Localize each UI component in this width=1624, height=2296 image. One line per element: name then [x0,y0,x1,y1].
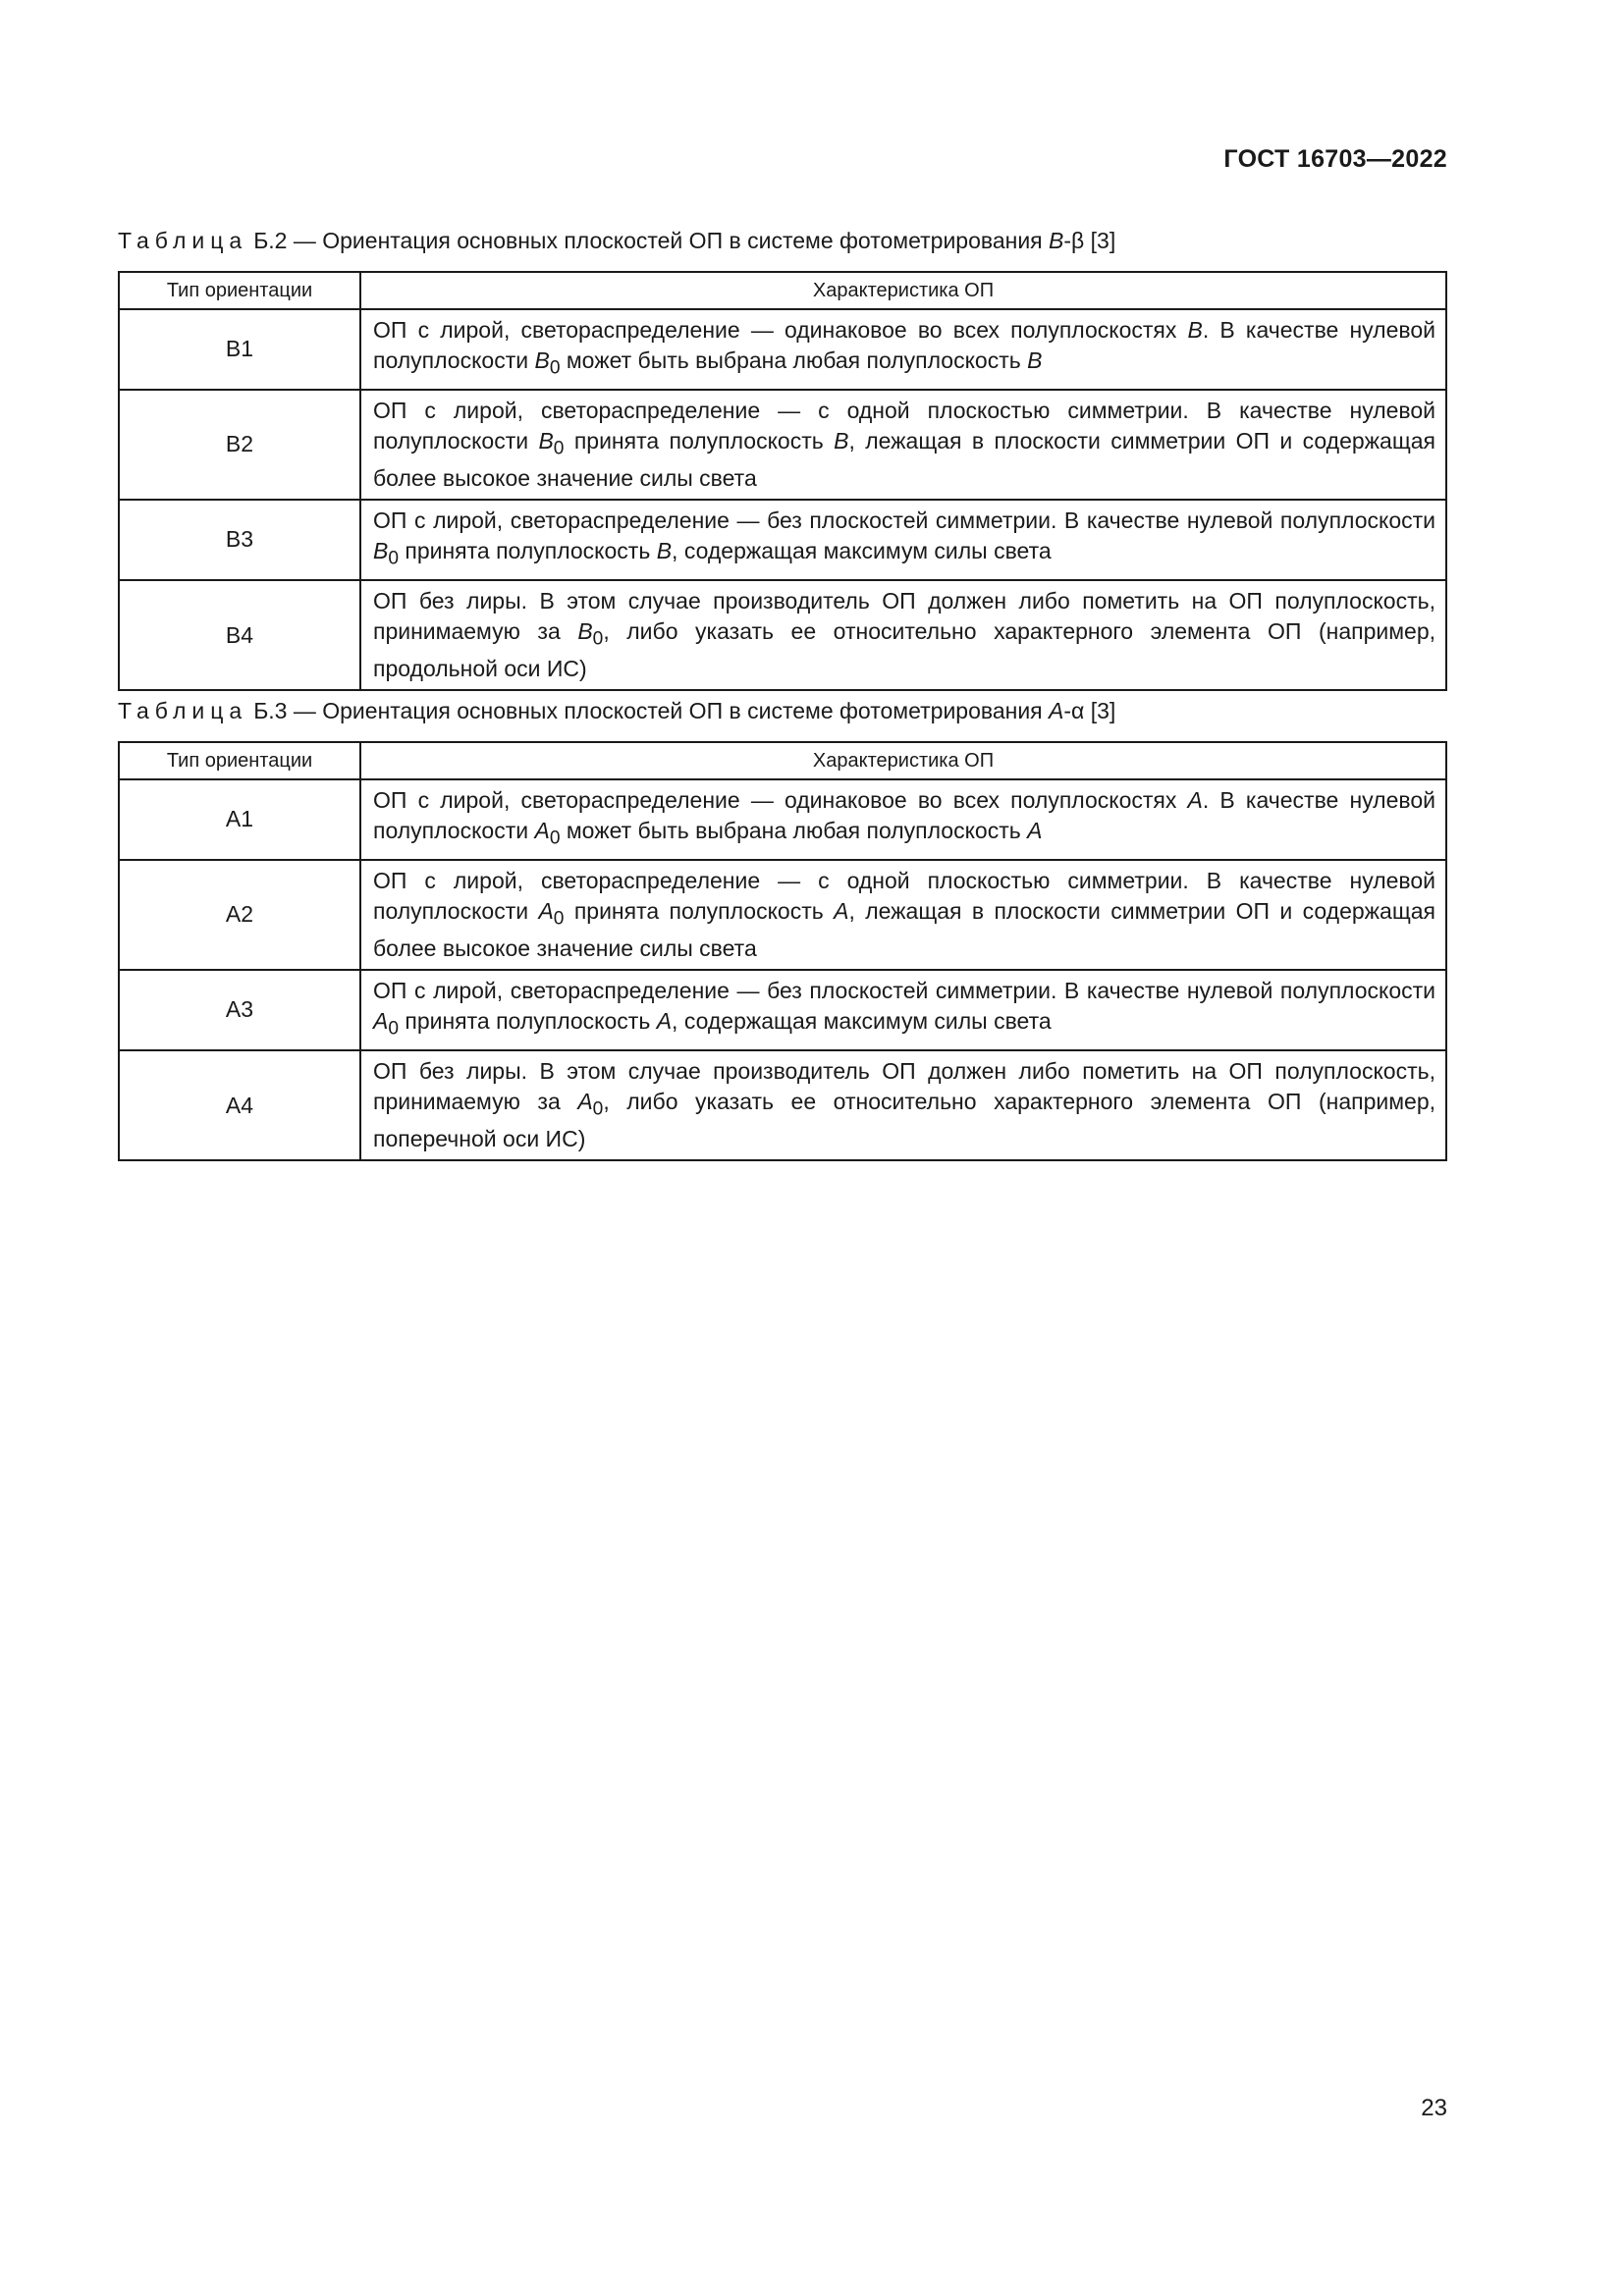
caption-number: Б.3 [253,698,288,723]
caption-text: — Ориентация основных плоскостей ОП в системе фотометрирования [287,698,1050,723]
caption-text: — Ориентация основных плоскостей ОП в системе фотометрирования [287,228,1050,253]
characteristic-cell: ОП с лирой, светораспределение — без плоскостей симметрии. В качестве нулевой полуплоскости $A_0$ принята полуплоскость A, содержащая максимум силы света [360,970,1446,1050]
table-row [119,580,1446,691]
table-row [119,1050,1446,1161]
characteristic-cell: ОП без лиры. В этом случае производитель ОП должен либо пометить на ОП полуплоскость, принимаемую за $A_0$, либо указать ее относительно характерного элемента ОП (например, поперечной оси ИС) [360,1050,1446,1161]
characteristic-cell: ОП без лиры. В этом случае производитель ОП должен либо пометить на ОП полуплоскость, принимаемую за $B_0$, либо указать ее относительно характерного элемента ОП (например, продольной оси ИС) [360,580,1446,691]
orientation-type-cell: B4 [119,580,360,691]
orientation-type-cell: B2 [119,390,360,501]
column-header-type: Тип ориентации [119,742,360,779]
table-row [119,390,1446,501]
characteristic-cell: ОП с лирой, светораспределение — с одной плоскостью симметрии. В качестве нулевой полуплоскости $A_0$ принята полуплоскость A, лежащая в плоскости симметрии ОП и содержащая более высокое значение силы света [360,860,1446,971]
caption-number: Б.2 [253,228,288,253]
characteristic-cell: ОП с лирой, светораспределение — с одной плоскостью симметрии. В качестве нулевой полуплоскости $B_0$ принята полуплоскость B, лежащая в плоскости симметрии ОП и содержащая более высокое значение силы света [360,390,1446,501]
table-header-row [119,272,1446,309]
characteristic-cell: ОП с лирой, светораспределение — одинаковое во всех полуплоскостях A. В качестве нулевой полуплоскости $A_0$ может быть выбрана любая полуплоскость A [360,779,1446,860]
table-row [119,860,1446,971]
characteristic-cell: ОП с лирой, светораспределение — одинаковое во всех полуплоскостях B. В качестве нулевой полуплоскости $B_0$ может быть выбрана любая полуплоскость B [360,309,1446,390]
orientation-type-cell: A1 [119,779,360,860]
column-header-type: Тип ориентации [119,272,360,309]
caption-greek: -α [1063,698,1085,723]
table-b2-caption [118,228,1115,254]
orientation-type-cell: A3 [119,970,360,1050]
table-header-row [119,742,1446,779]
table-b3 [118,741,1447,1161]
table-b2 [118,271,1447,691]
caption-ref: [3] [1084,228,1116,253]
caption-ref: [3] [1084,698,1116,723]
table-row [119,309,1446,390]
table-b3-caption [118,698,1115,724]
caption-greek: -β [1063,228,1085,253]
characteristic-cell: ОП с лирой, светораспределение — без плоскостей симметрии. В качестве нулевой полуплоскости $B_0$ принята полуплоскость B, содержащая максимум силы света [360,500,1446,580]
page-number: 23 [1421,2095,1447,2121]
column-header-characteristic: Характеристика ОП [360,272,1446,309]
orientation-type-cell: B1 [119,309,360,390]
caption-symbol: A [1049,698,1064,723]
orientation-type-cell: B3 [119,500,360,580]
caption-word: Таблица [118,228,248,253]
orientation-type-cell: A4 [119,1050,360,1161]
caption-word: Таблица [118,698,248,723]
table-row [119,500,1446,580]
standard-header: ГОСТ 16703—2022 [1223,145,1447,173]
orientation-type-cell: A2 [119,860,360,971]
table-row [119,779,1446,860]
caption-symbol: B [1049,228,1064,253]
table-row [119,970,1446,1050]
column-header-characteristic: Характеристика ОП [360,742,1446,779]
